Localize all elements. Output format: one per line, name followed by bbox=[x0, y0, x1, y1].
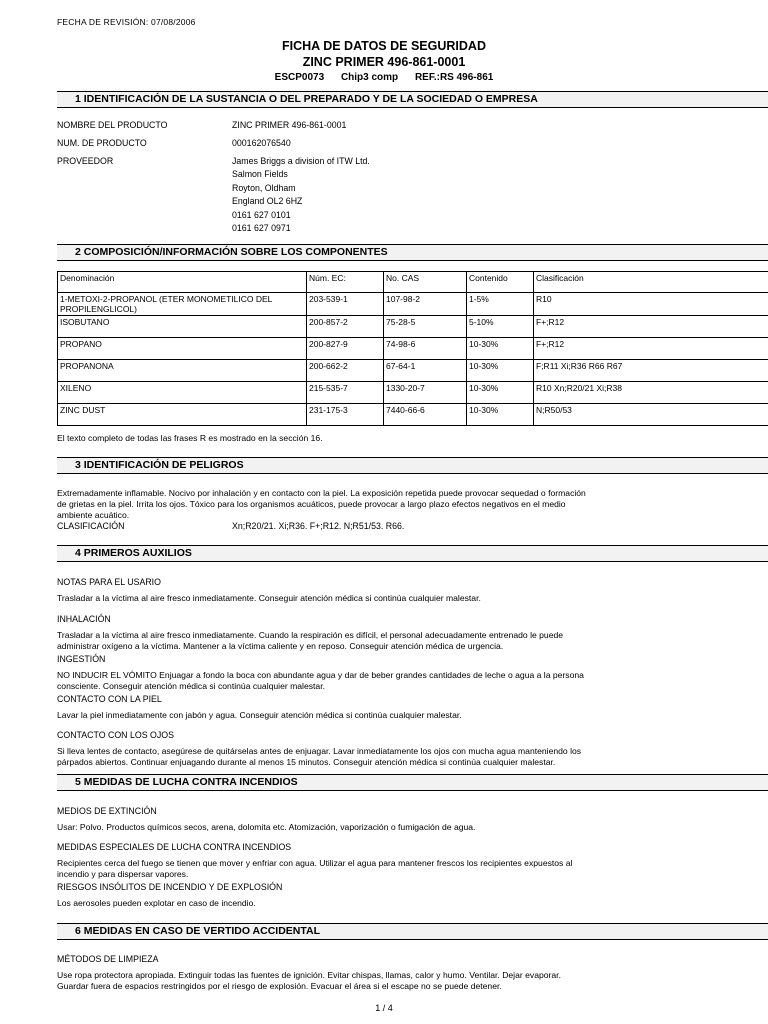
reference-line bbox=[0, 71, 768, 85]
table-cell: F+;R12 bbox=[534, 316, 768, 338]
table-cell: PROPANO bbox=[58, 338, 307, 360]
table-row bbox=[58, 382, 768, 404]
product-name-label: NOMBRE DEL PRODUCTO bbox=[57, 120, 168, 130]
skin-contact-label: CONTACTO CON LA PIEL bbox=[57, 694, 162, 704]
supplier-line: James Briggs a division of ITW Ltd. bbox=[232, 156, 370, 166]
table-cell: 231-175-3 bbox=[307, 404, 384, 426]
supplier-label: PROVEEDOR bbox=[57, 156, 114, 166]
section-3-heading: 3 IDENTIFICACIÓN DE PELIGROS bbox=[57, 457, 768, 474]
supplier-line: 0161 627 0101 bbox=[232, 209, 291, 220]
unusual-risks-label: RIESGOS INSÓLITOS DE INCENDIO Y DE EXPLOSIÓN bbox=[57, 882, 283, 892]
table-cell: 200-662-2 bbox=[307, 360, 384, 382]
table-cell: F;R11 Xi;R36 R66 R67 bbox=[534, 360, 768, 382]
text-line: consciente. Conseguir atención médica si continúa cualquier malestar. bbox=[57, 681, 325, 691]
skin-contact-text: Lavar la piel inmediatamente con jabón y agua. Conseguir atención médica si continúa cualquier malestar. bbox=[57, 710, 462, 720]
text-line: Recipientes cerca del fuego se tienen que mover y enfriar con agua. Utilizar el agua para mantener frescos los recipientes expuestos al bbox=[57, 858, 573, 868]
table-cell: R10 bbox=[534, 293, 768, 316]
text-line: Use ropa protectora apropiada. Extinguir todas las fuentes de ignición. Evitar chispas, llamas, calor y humo. Ventilar. Dejar evaporar. bbox=[57, 970, 561, 980]
inhalation-label: INHALACIÓN bbox=[57, 614, 111, 624]
ref-rs: REF.:RS 496-861 bbox=[414, 72, 494, 83]
table-header-row bbox=[58, 272, 768, 293]
section-5-heading: 5 MEDIDAS DE LUCHA CONTRA INCENDIOS bbox=[57, 774, 768, 791]
special-measures-label: MEDIDAS ESPECIALES DE LUCHA CONTRA INCENDIOS bbox=[57, 842, 292, 852]
table-cell: R10 Xn;R20/21 Xi;R38 bbox=[534, 382, 768, 404]
header-cell: Denominación bbox=[58, 272, 307, 293]
table-cell: 5-10% bbox=[467, 316, 534, 338]
cleaning-methods-label: MÉTODOS DE LIMPIEZA bbox=[57, 954, 159, 964]
product-num-value: 000162076540 bbox=[232, 138, 291, 148]
text-line: administrar oxígeno a la víctima. Mantener a la víctima caliente y en reposo. Conseguir atención médica de urgencia. bbox=[57, 641, 504, 651]
cleaning-methods-text bbox=[57, 970, 717, 992]
supplier-line: Salmon Fields bbox=[232, 169, 288, 180]
notes-text: Trasladar a la víctima al aire fresco inmediatamente. Conseguir atención médica si continúa cualquier malestar. bbox=[57, 593, 481, 603]
extinction-media-text: Usar: Polvo. Productos químicos secos, arena, dolomita etc. Atomización, vaporización o fumigación de agua. bbox=[57, 822, 476, 832]
eye-contact-label: CONTACTO CON LOS OJOS bbox=[57, 730, 174, 740]
supplier-line: 0161 627 0971 bbox=[232, 223, 291, 234]
table-cell: 10-30% bbox=[467, 404, 534, 426]
supplier-address bbox=[232, 155, 532, 235]
header-cell: Núm. EC: bbox=[307, 272, 384, 293]
special-measures-text bbox=[57, 858, 717, 880]
product-name-value: ZINC PRIMER 496-861-0001 bbox=[232, 120, 347, 130]
table-row bbox=[58, 404, 768, 426]
eye-contact-text bbox=[57, 746, 717, 768]
table-cell: ZINC DUST bbox=[58, 404, 307, 426]
table-cell: 107-98-2 bbox=[384, 293, 467, 316]
text-line: incendio y para dispersar vapores. bbox=[57, 869, 189, 879]
table-cell: 1-METOXI-2-PROPANOL (ETER MONOMETILICO DEL PROPILENGLICOL) bbox=[58, 293, 307, 316]
section-1-heading: 1 IDENTIFICACIÓN DE LA SUSTANCIA O DEL PREPARADO Y DE LA SOCIEDAD O EMPRESA bbox=[57, 91, 768, 108]
unusual-risks-text: Los aerosoles pueden explotar en caso de incendio. bbox=[57, 898, 256, 908]
table-cell: 200-857-2 bbox=[307, 316, 384, 338]
table-cell: 215-535-7 bbox=[307, 382, 384, 404]
table-cell: ISOBUTANO bbox=[58, 316, 307, 338]
table-cell: 74-98-6 bbox=[384, 338, 467, 360]
table-cell: XILENO bbox=[58, 382, 307, 404]
hazards-text bbox=[57, 488, 717, 521]
extinction-media-label: MEDIOS DE EXTINCIÓN bbox=[57, 806, 157, 816]
hazard-line: Extremadamente inflamable. Nocivo por inhalación y en contacto con la piel. La exposición repetida puede provocar sequedad o formación bbox=[57, 488, 586, 498]
table-row bbox=[58, 338, 768, 360]
table-cell: 1330-20-7 bbox=[384, 382, 467, 404]
text-line: Trasladar a la víctima al aire fresco inmediatamente. Cuando la respiración es difícil, el personal adecuadamente entrenado le puede bbox=[57, 630, 564, 640]
classification-label: CLASIFICACIÓN bbox=[57, 521, 125, 531]
table-cell: 203-539-1 bbox=[307, 293, 384, 316]
notes-label: NOTAS PARA EL USARIO bbox=[57, 577, 161, 587]
text-line: NO INDUCIR EL VÓMITO Enjuagar a fondo la boca con abundante agua y dar de beber grandes cantidades de leche o agua a la persona bbox=[57, 670, 584, 680]
ingestion-label: INGESTIÓN bbox=[57, 654, 106, 664]
header-cell: Clasificación bbox=[534, 272, 768, 293]
product-title: ZINC PRIMER 496-861-0001 bbox=[302, 55, 466, 69]
title-block bbox=[0, 38, 768, 85]
table-cell: 200-827-9 bbox=[307, 338, 384, 360]
classification-value: Xn;R20/21. Xi;R36. F+;R12. N;R51/53. R66. bbox=[232, 521, 405, 531]
section-2-heading: 2 COMPOSICIÓN/INFORMACIÓN SOBRE LOS COMPONENTES bbox=[57, 244, 768, 261]
revision-date: FECHA DE REVISIÓN: 07/08/2006 bbox=[57, 17, 196, 27]
section-6-heading: 6 MEDIDAS EN CASO DE VERTIDO ACCIDENTAL bbox=[57, 923, 768, 940]
r-phrases-note: El texto completo de todas las frases R es mostrado en la sección 16. bbox=[57, 433, 323, 443]
hazard-line: ambiente acuático. bbox=[57, 510, 130, 520]
table-cell: N;R50/53 bbox=[534, 404, 768, 426]
table-cell: 10-30% bbox=[467, 338, 534, 360]
document-title: FICHA DE DATOS DE SEGURIDAD bbox=[282, 39, 486, 53]
table-row bbox=[58, 293, 768, 316]
page-number: 1 / 4 bbox=[375, 1003, 393, 1013]
table-cell: 67-64-1 bbox=[384, 360, 467, 382]
supplier-line: England OL2 6HZ bbox=[232, 196, 303, 207]
header-cell: No. CAS bbox=[384, 272, 467, 293]
table-cell: 1-5% bbox=[467, 293, 534, 316]
ref-comp: Chip3 comp bbox=[340, 72, 399, 83]
table-cell: F+;R12 bbox=[534, 338, 768, 360]
hazard-line: de grietas en la piel. Irrita los ojos. Tóxico para los organismos acuáticos, puede provocar a largo plazo efectos negativos en el medio bbox=[57, 499, 566, 509]
composition-table bbox=[57, 271, 768, 426]
header-cell: Contenido bbox=[467, 272, 534, 293]
ingestion-text bbox=[57, 670, 717, 692]
ref-code: ESCP0073 bbox=[274, 72, 325, 83]
table-row bbox=[58, 316, 768, 338]
product-num-label: NUM. DE PRODUCTO bbox=[57, 138, 147, 148]
text-line: Si lleva lentes de contacto, asegúrese de quitárselas antes de enjuagar. Lavar inmediatamente los ojos con mucha agua manteniendo los bbox=[57, 746, 582, 756]
inhalation-text bbox=[57, 630, 717, 652]
table-cell: 10-30% bbox=[467, 382, 534, 404]
table-cell: PROPANONA bbox=[58, 360, 307, 382]
text-line: Guardar fuera de espacios restringidos por el riesgo de explosión. Evacuar el área si el escape no se puede detener. bbox=[57, 981, 502, 991]
text-line: párpados abiertos. Continuar enjuagando durante al menos 15 minutos. Conseguir atención médica si continúa cualquier malestar. bbox=[57, 757, 556, 767]
table-row bbox=[58, 360, 768, 382]
table-cell: 7440-66-6 bbox=[384, 404, 467, 426]
supplier-line: Royton, Oldham bbox=[232, 182, 296, 193]
table-cell: 10-30% bbox=[467, 360, 534, 382]
table-cell: 75-28-5 bbox=[384, 316, 467, 338]
section-4-heading: 4 PRIMEROS AUXILIOS bbox=[57, 545, 768, 562]
